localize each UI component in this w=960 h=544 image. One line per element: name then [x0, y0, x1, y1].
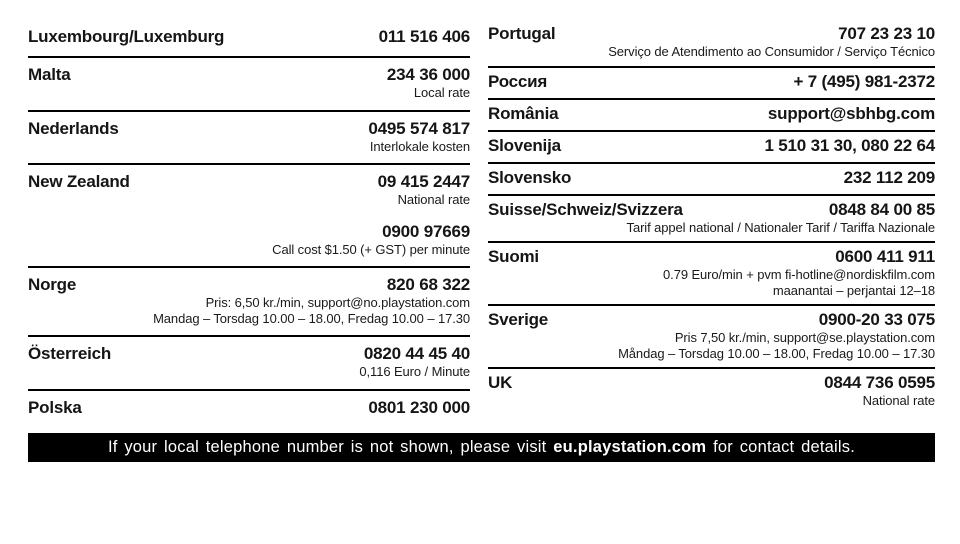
entry-block	[28, 275, 470, 326]
entry-row	[28, 398, 470, 418]
support-entry	[488, 100, 935, 132]
support-entry	[28, 165, 470, 268]
phone-number: 0848 84 00 85	[828, 199, 935, 219]
entry-row	[28, 27, 470, 47]
footer-url: eu.playstation.com	[553, 438, 707, 456]
country-name: Österreich	[28, 344, 112, 363]
entry-detail: Call cost $1.50 (+ GST) per minute	[272, 241, 470, 257]
support-entry	[28, 58, 470, 112]
support-entry	[488, 196, 935, 244]
entry-row	[488, 104, 935, 124]
phone-number: 1 510 31 30, 080 22 64	[764, 135, 935, 155]
phone-number: 0600 411 911	[835, 247, 935, 266]
phone-number: 232 112 209	[843, 167, 935, 187]
entry-block	[488, 247, 935, 298]
entry-block	[488, 104, 935, 124]
phone-number: support@sbhbg.com	[767, 103, 935, 123]
phone-number: 0844 736 0595	[824, 373, 935, 392]
phone-number: 0495 574 817	[368, 118, 470, 138]
entry-detail: National rate	[862, 393, 935, 408]
support-entry	[488, 132, 935, 164]
country-name: Polska	[28, 397, 82, 417]
entry-row	[488, 373, 935, 393]
country-name: Slovenija	[488, 135, 561, 155]
phone-number: 0820 44 45 40	[363, 344, 470, 363]
phone-number: 234 36 000	[386, 65, 470, 84]
entry-detail: 0.79 Euro/min + pvm fi-hotline@nordiskfilm.com	[663, 267, 935, 282]
support-entry	[488, 68, 935, 100]
entry-detail: Måndag – Torsdag 10.00 – 18.00, Fredag 10.00 – 17.30	[618, 345, 935, 361]
country-name: Norge	[28, 275, 77, 294]
country-name: Suomi	[488, 247, 539, 266]
entry-block	[28, 398, 470, 418]
entry-detail: Pris: 6,50 kr./min, support@no.playstation.com	[205, 295, 470, 310]
country-name: Luxembourg/Luxemburg	[28, 27, 225, 46]
entry-row	[488, 247, 935, 267]
entry-row	[28, 222, 470, 242]
entry-detail: Serviço de Atendimento ao Consumidor / Serviço Técnico	[608, 44, 935, 59]
entry-block	[488, 373, 935, 409]
support-entry	[488, 243, 935, 306]
country-name: Portugal	[488, 24, 556, 43]
entry-block	[28, 65, 470, 101]
phone-number: 0801 230 000	[368, 397, 470, 417]
phone-number: 09 415 2447	[377, 172, 470, 191]
contact-columns	[28, 20, 935, 427]
footer-text-suffix: for contact details.	[706, 438, 855, 456]
entry-block	[488, 136, 935, 156]
entry-row	[28, 275, 470, 295]
entry-row	[488, 200, 935, 220]
entry-block	[28, 119, 470, 155]
entry-row	[488, 168, 935, 188]
entry-row	[488, 72, 935, 92]
country-name: Slovensko	[488, 167, 572, 187]
entry-block	[488, 310, 935, 361]
support-entry	[28, 391, 470, 427]
phone-number: 0900-20 33 075	[818, 310, 935, 329]
entry-row	[28, 119, 470, 139]
support-entry	[488, 164, 935, 196]
country-name: UK	[488, 373, 513, 392]
entry-detail: 0,116 Euro / Minute	[359, 364, 470, 379]
country-name: Suisse/Schweiz/Svizzera	[488, 199, 683, 219]
country-name: Nederlands	[28, 118, 119, 138]
entry-detail: Interlokale kosten	[369, 138, 470, 154]
entry-block	[28, 222, 470, 258]
entry-detail: Mandag – Torsdag 10.00 – 18.00, Fredag 10.00 – 17.30	[153, 310, 470, 326]
country-name: Sverige	[488, 310, 549, 329]
phone-number: 0900 97669	[382, 221, 470, 241]
entry-row	[488, 24, 935, 44]
support-entry	[28, 112, 470, 166]
phone-number: 011 516 406	[378, 27, 470, 46]
support-entry	[488, 20, 935, 68]
entry-block	[28, 172, 470, 208]
contact-column-right	[488, 20, 935, 427]
phone-number: + 7 (495) 981-2372	[793, 71, 935, 91]
country-name: România	[488, 103, 559, 123]
entry-detail: maanantai – perjantai 12–18	[772, 282, 935, 298]
support-entry	[28, 337, 470, 391]
phone-number: 707 23 23 10	[838, 24, 935, 43]
entry-block	[488, 24, 935, 60]
entry-row	[488, 310, 935, 330]
entry-row	[28, 344, 470, 364]
entry-block	[488, 72, 935, 92]
support-entry	[488, 306, 935, 369]
support-entry	[28, 268, 470, 337]
entry-block	[488, 200, 935, 236]
country-name: Malta	[28, 65, 71, 84]
contact-column-left	[28, 20, 470, 427]
entry-detail: Tarif appel national / Nationaler Tarif / Tariffa Nazionale	[626, 219, 935, 235]
support-entry	[28, 20, 470, 58]
country-name: New Zealand	[28, 172, 130, 191]
entry-row	[28, 172, 470, 192]
country-name: Россия	[488, 71, 548, 91]
entry-row	[28, 65, 470, 85]
footer-text-prefix: If your local telephone number is not shown, please visit	[108, 438, 554, 456]
entry-row	[488, 136, 935, 156]
entry-detail: Local rate	[413, 85, 470, 100]
entry-block	[28, 344, 470, 380]
entry-block	[28, 27, 470, 47]
entry-detail: Pris 7,50 kr./min, support@se.playstation.com	[674, 330, 935, 345]
entry-block	[488, 168, 935, 188]
entry-detail: National rate	[397, 192, 470, 207]
phone-number: 820 68 322	[386, 275, 470, 294]
footer-banner	[28, 433, 935, 462]
support-entry	[488, 369, 935, 415]
